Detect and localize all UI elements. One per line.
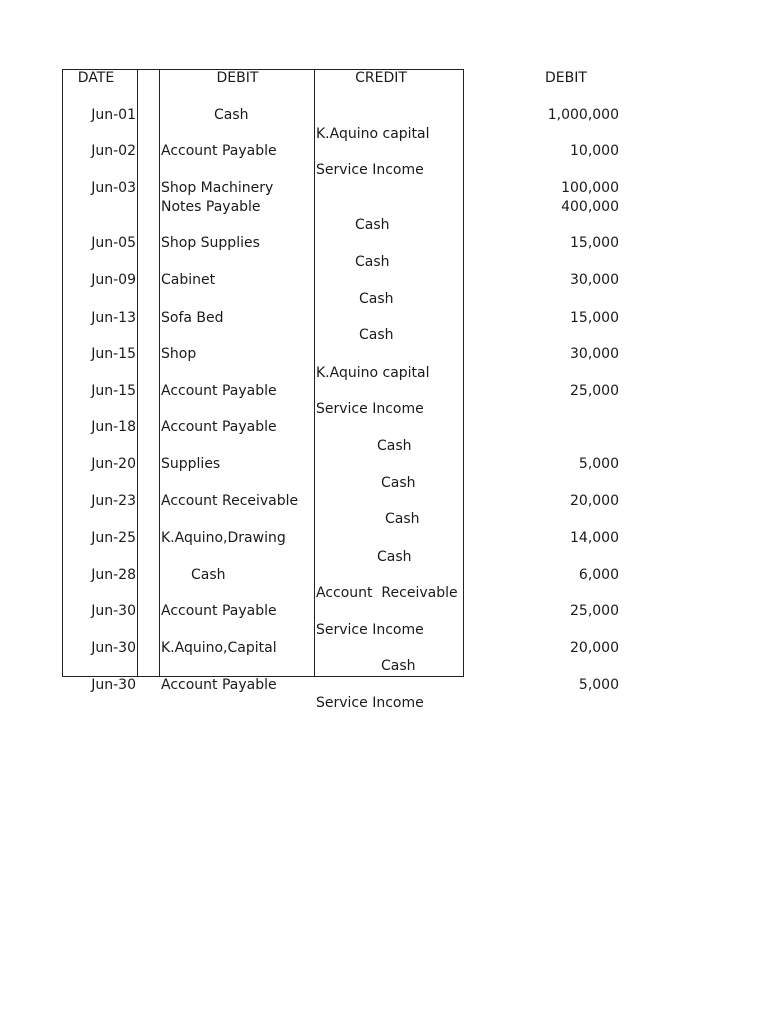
entry-amount: 20,000	[570, 640, 619, 656]
entry-amount: 30,000	[570, 346, 619, 362]
table-right-border	[463, 69, 464, 676]
entry-credit-account: Cash	[385, 511, 420, 527]
entry-debit-account: Account Payable	[161, 383, 277, 399]
entry-date: Jun-18	[91, 419, 136, 435]
entry-date: Jun-13	[91, 310, 136, 326]
entry-credit-account: Cash	[381, 658, 416, 674]
entry-amount: 25,000	[570, 603, 619, 619]
entry-debit-account: Cabinet	[161, 272, 216, 288]
entry-date: Jun-30	[91, 677, 136, 693]
entry-debit-account: Account Receivable	[161, 493, 299, 509]
entry-credit-account: K.Aquino capital	[316, 365, 430, 381]
entry-amount: 100,000	[561, 180, 619, 196]
entry-date: Jun-23	[91, 493, 136, 509]
entry-amount: 15,000	[570, 310, 619, 326]
entry-date: Jun-30	[91, 603, 136, 619]
entry-amount: 14,000	[570, 530, 619, 546]
entry-amount: 6,000	[578, 567, 619, 583]
header-amount-debit: DEBIT	[545, 70, 587, 86]
entry-amount: 30,000	[570, 272, 619, 288]
entry-debit-account: Sofa Bed	[161, 310, 224, 326]
entry-amount: 25,000	[570, 383, 619, 399]
entry-amount: 5,000	[578, 677, 619, 693]
date-column-divider	[137, 69, 138, 676]
entry-credit-account: Service Income	[316, 622, 424, 638]
header-date: DATE	[77, 70, 115, 86]
entry-amount: 10,000	[570, 143, 619, 159]
debit-column-divider	[314, 69, 315, 676]
entry-credit-account: Cash	[359, 327, 394, 343]
entry-debit-account: Supplies	[161, 456, 221, 472]
entry-debit-account: Cash	[191, 567, 226, 583]
entry-credit-account: Service Income	[316, 401, 424, 417]
entry-amount: 1,000,000	[547, 107, 619, 123]
entry-credit-account: Service Income	[316, 695, 424, 711]
entry-date: Jun-09	[91, 272, 136, 288]
entry-debit-account: Account Payable	[161, 143, 277, 159]
entry-amount: 15,000	[570, 235, 619, 251]
entry-date: Jun-03	[91, 180, 136, 196]
entry-amount-2: 400,000	[561, 199, 619, 215]
entry-debit-account: Shop	[161, 346, 197, 362]
entry-date: Jun-28	[91, 567, 136, 583]
entry-debit-account: Shop Machinery	[161, 180, 274, 196]
entry-debit-account: K.Aquino,Drawing	[161, 530, 286, 546]
entry-date: Jun-15	[91, 346, 136, 362]
entry-credit-account: Cash	[381, 475, 416, 491]
entry-date: Jun-25	[91, 530, 136, 546]
header-credit: CREDIT	[355, 70, 407, 86]
entry-debit-account: Shop Supplies	[161, 235, 260, 251]
entry-credit-account: Cash	[377, 438, 412, 454]
entry-credit-account: Cash	[355, 254, 390, 270]
entry-credit-account: Account Receivable	[316, 585, 458, 601]
entry-date: Jun-01	[91, 107, 136, 123]
entry-date: Jun-05	[91, 235, 136, 251]
entry-credit-account: Cash	[377, 549, 412, 565]
spacer-column-divider	[159, 69, 160, 676]
header-debit: DEBIT	[216, 70, 259, 86]
entry-credit-account: K.Aquino capital	[316, 126, 430, 142]
entry-debit-account-2: Notes Payable	[161, 199, 261, 215]
entry-debit-account: Account Payable	[161, 677, 277, 693]
table-left-border	[62, 69, 63, 676]
entry-debit-account: Cash	[214, 107, 249, 123]
entry-amount: 5,000	[578, 456, 619, 472]
entry-credit-account: Cash	[355, 217, 390, 233]
entry-credit-account: Service Income	[316, 162, 424, 178]
entry-date: Jun-20	[91, 456, 136, 472]
entry-amount: 20,000	[570, 493, 619, 509]
entry-date: Jun-02	[91, 143, 136, 159]
entry-credit-account: Cash	[359, 291, 394, 307]
entry-debit-account: Account Payable	[161, 603, 277, 619]
entry-debit-account: K.Aquino,Capital	[161, 640, 277, 656]
entry-debit-account: Account Payable	[161, 419, 277, 435]
entry-date: Jun-15	[91, 383, 136, 399]
entry-date: Jun-30	[91, 640, 136, 656]
